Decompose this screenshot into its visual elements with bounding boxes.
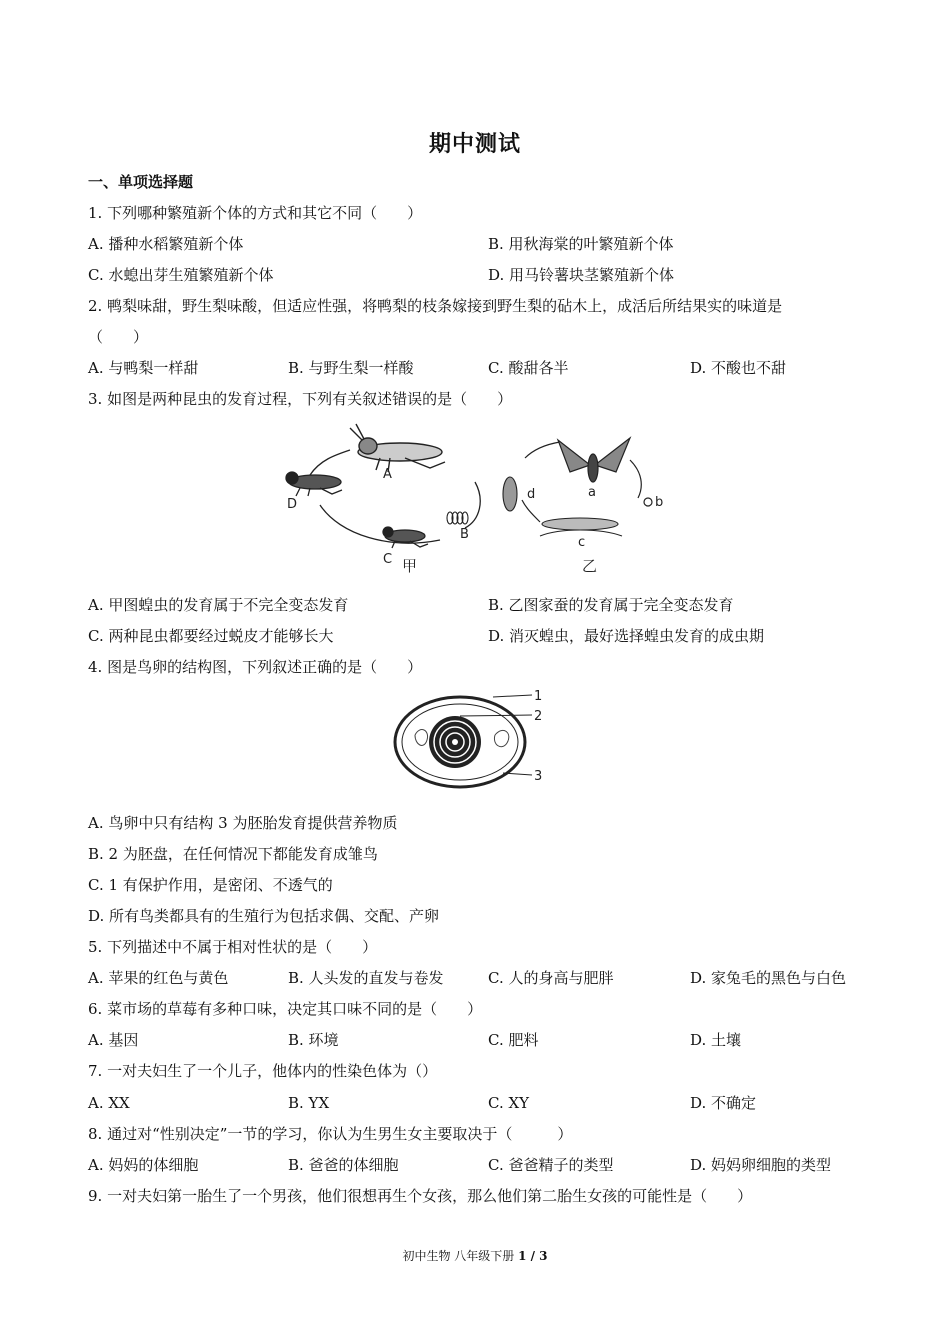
label-d-lower: d [527, 487, 536, 502]
question-3-stem: 3. 如图是两种昆虫的发育过程，下列有关叙述错误的是（ ） [88, 390, 513, 408]
label-b-upper: B [460, 527, 469, 542]
q8-option-c: C. 爸爸精子的类型 [488, 1156, 614, 1174]
silkworm-larva-icon [540, 518, 622, 536]
q7-option-b: B. YX [288, 1094, 330, 1112]
q7-option-a: A. XX [88, 1094, 130, 1112]
question-9-stem: 9. 一对夫妇第一胎生了一个男孩，他们很想再生个女孩，那么他们第二胎生女孩的可能性是（ ） [88, 1187, 753, 1205]
label-d-upper: D [287, 497, 298, 512]
q3-option-c: C. 两种昆虫都要经过蜕皮才能够长大 [88, 627, 334, 645]
q4-option-b: B. 2 为胚盘，在任何情况下都能发育成雏鸟 [88, 845, 378, 863]
q5-option-c: C. 人的身高与肥胖 [488, 969, 614, 987]
silkworm-pupa-icon [503, 477, 517, 511]
q2-option-d: D. 不酸也不甜 [690, 359, 787, 377]
q4-option-c: C. 1 有保护作用，是密闭、不透气的 [88, 876, 333, 894]
q3-option-a: A. 甲图蝗虫的发育属于不完全变态发育 [88, 596, 349, 614]
q2-option-a: A. 与鸭梨一样甜 [88, 359, 199, 377]
q1-option-c: C. 水螅出芽生殖繁殖新个体 [88, 266, 274, 284]
q7-option-d: D. 不确定 [690, 1094, 757, 1112]
bird-egg-figure [385, 685, 555, 800]
page-footer [0, 1247, 950, 1264]
q4-option-a: A. 鸟卵中只有结构 3 为胚胎发育提供营养物质 [88, 814, 398, 832]
grasshopper-nymph-d-icon [286, 472, 342, 496]
footer-text: 初中生物 八年级下册 [402, 1249, 519, 1263]
q1-option-a: A. 播种水稻繁殖新个体 [88, 235, 244, 253]
question-4-stem: 4. 图是鸟卵的结构图，下列叙述正确的是（ ） [88, 658, 423, 676]
q6-option-d: D. 土壤 [690, 1031, 742, 1049]
q8-option-b: B. 爸爸的体细胞 [288, 1156, 399, 1174]
question-1-stem: 1. 下列哪种繁殖新个体的方式和其它不同（ ） [88, 204, 423, 222]
q5-option-b: B. 人头发的直发与卷发 [288, 969, 444, 987]
silkworm-egg-icon [644, 498, 652, 506]
q7-option-c: C. XY [488, 1094, 530, 1112]
question-7-stem: 7. 一对夫妇生了一个儿子，他体内的性染色体为（） [88, 1062, 438, 1080]
page-number: 1 / 3 [518, 1249, 548, 1263]
q6-option-b: B. 环境 [288, 1031, 339, 1049]
egg-label-3: 3 [534, 769, 543, 784]
q6-option-c: C. 肥料 [488, 1031, 539, 1049]
grasshopper-eggs-icon [447, 512, 468, 524]
q8-option-a: A. 妈妈的体细胞 [88, 1156, 199, 1174]
grasshopper-nymph-c-icon [383, 527, 428, 548]
page-title: 期中测试 [428, 131, 521, 157]
question-8-stem: 8. 通过对“性别决定”一节的学习，你认为生男生女主要取决于（ ） [88, 1125, 573, 1143]
label-a-lower: a [588, 485, 596, 500]
q2-option-b: B. 与野生梨一样酸 [288, 359, 414, 377]
section-heading: 一、单项选择题 [88, 173, 194, 191]
q3-option-d: D. 消灭蝗虫，最好选择蝗虫发育的成虫期 [488, 627, 765, 645]
question-6-stem: 6. 菜市场的草莓有多种口味，决定其口味不同的是（ ） [88, 1000, 483, 1018]
egg-label-1: 1 [534, 689, 543, 704]
q4-option-d: D. 所有鸟类都具有的生殖行为包括求偶、交配、产卵 [88, 907, 440, 925]
q3-option-b: B. 乙图家蚕的发育属于完全变态发育 [488, 596, 734, 614]
q5-option-a: A. 苹果的红色与黄色 [88, 969, 229, 987]
q1-option-b: B. 用秋海棠的叶繁殖新个体 [488, 235, 674, 253]
label-a-upper: A [383, 467, 392, 482]
q5-option-d: D. 家兔毛的黑色与白色 [690, 969, 847, 987]
q2-option-c: C. 酸甜各半 [488, 359, 569, 377]
label-b-lower: b [655, 495, 664, 510]
label-c-upper: C [383, 552, 393, 567]
q1-option-d: D. 用马铃薯块茎繁殖新个体 [488, 266, 675, 284]
grasshopper-adult-icon [350, 424, 445, 472]
question-2-stem-cont: （ ） [88, 328, 149, 346]
question-2-stem: 2. 鸭梨味甜，野生梨味酸，但适应性强，将鸭梨的枝条嫁接到野生梨的砧木上，成活后所结果实的味道是 [88, 297, 783, 315]
egg-label-2: 2 [534, 709, 543, 724]
caption-jia: 甲 [402, 557, 418, 575]
question-5-stem: 5. 下列描述中不属于相对性状的是（ ） [88, 938, 378, 956]
moth-adult-icon [558, 438, 630, 482]
q6-option-a: A. 基因 [88, 1031, 139, 1049]
label-c-lower: c [578, 535, 586, 550]
insect-development-figure [270, 420, 664, 580]
caption-yi: 乙 [582, 557, 598, 575]
q8-option-d: D. 妈妈卵细胞的类型 [690, 1156, 832, 1174]
